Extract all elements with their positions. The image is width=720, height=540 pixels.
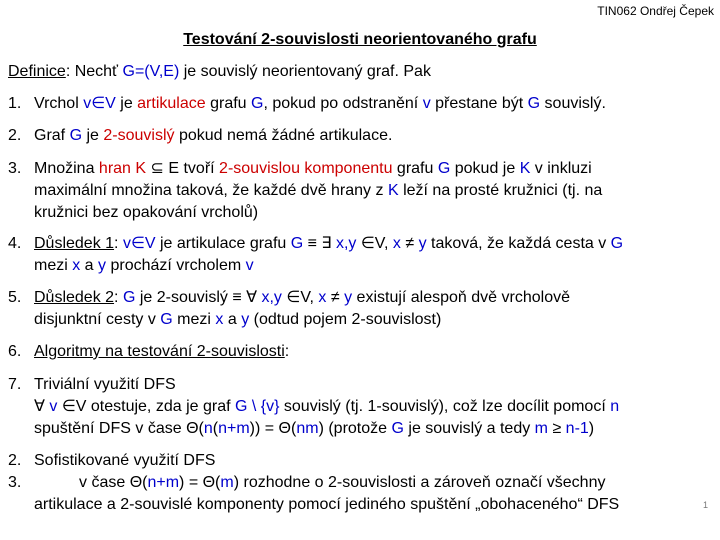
item-1-number: 1. [8, 95, 22, 112]
item-1-text: Vrchol v∈V je artikulace grafu G, pokud po odstranění v přestane být G souvislý. [34, 95, 606, 112]
header-author: TIN062 Ondřej Čepek [597, 4, 714, 18]
item-3-line-1: Množina hran K ⊆ E tvoří 2-souvislou komponentu grafu G pokud je K v inkluzi [34, 160, 592, 177]
item-3-line-3: kružnici bez opakování vrcholů) [34, 204, 259, 221]
item-8-line-1: Sofistikované využití DFS [34, 452, 216, 469]
page-number: 1 [702, 500, 708, 510]
item-8-line-2: v čase Θ(n+m) = Θ(m) rozhodne o 2-souvislosti a zároveň označí všechny [79, 474, 606, 491]
item-2-number: 2. [8, 127, 22, 144]
item-3-number: 3. [8, 160, 22, 177]
definition-line: Definice: Nechť G=(V,E) je souvislý neorientovaný graf. Pak [8, 63, 431, 80]
item-2-text: Graf G je 2-souvislý pokud nemá žádné artikulace. [34, 127, 393, 144]
item-8-number-a: 2. [8, 452, 22, 469]
item-7-line-2: ∀ v ∈V otestuje, zda je graf G \ {v} souvislý (tj. 1-souvislý), což lze docílit pomocí n [34, 398, 620, 415]
item-7-line-1: Triviální využití DFS [34, 376, 176, 393]
item-5-number: 5. [8, 289, 22, 306]
slide-title: Testování 2-souvislosti neorientovaného grafu [183, 31, 537, 48]
item-4-line-2: mezi x a y prochází vrcholem v [34, 257, 254, 274]
item-4-number: 4. [8, 235, 22, 252]
item-7-number: 7. [8, 376, 22, 393]
definition-label: Definice [8, 63, 66, 80]
item-5-line-2: disjunktní cesty v G mezi x a y (odtud pojem 2-souvislost) [34, 311, 442, 328]
item-3-line-2: maximální množina taková, že každé dvě hrany z K leží na prosté kružnici (tj. na [34, 182, 603, 199]
item-7-line-3: spuštění DFS v čase Θ(n(n+m)) = Θ(nm) (protože G je souvislý a tedy m ≥ n-1) [34, 420, 595, 437]
item-4-line-1: Důsledek 1: v∈V je artikulace grafu G ≡ ∃ x,y ∈V, x ≠ y taková, že každá cesta v G [34, 235, 624, 252]
item-6-text: Algoritmy na testování 2-souvislosti: [34, 343, 290, 360]
item-8-number-b: 3. [8, 474, 22, 491]
item-6-number: 6. [8, 343, 22, 360]
item-8-line-3: artikulace a 2-souvislé komponenty pomocí jediného spuštění „obohaceného“ DFS [34, 496, 620, 513]
item-5-line-1: Důsledek 2: G je 2-souvislý ≡ ∀ x,y ∈V, x ≠ y existují alespoň dvě vrcholově [34, 289, 570, 306]
